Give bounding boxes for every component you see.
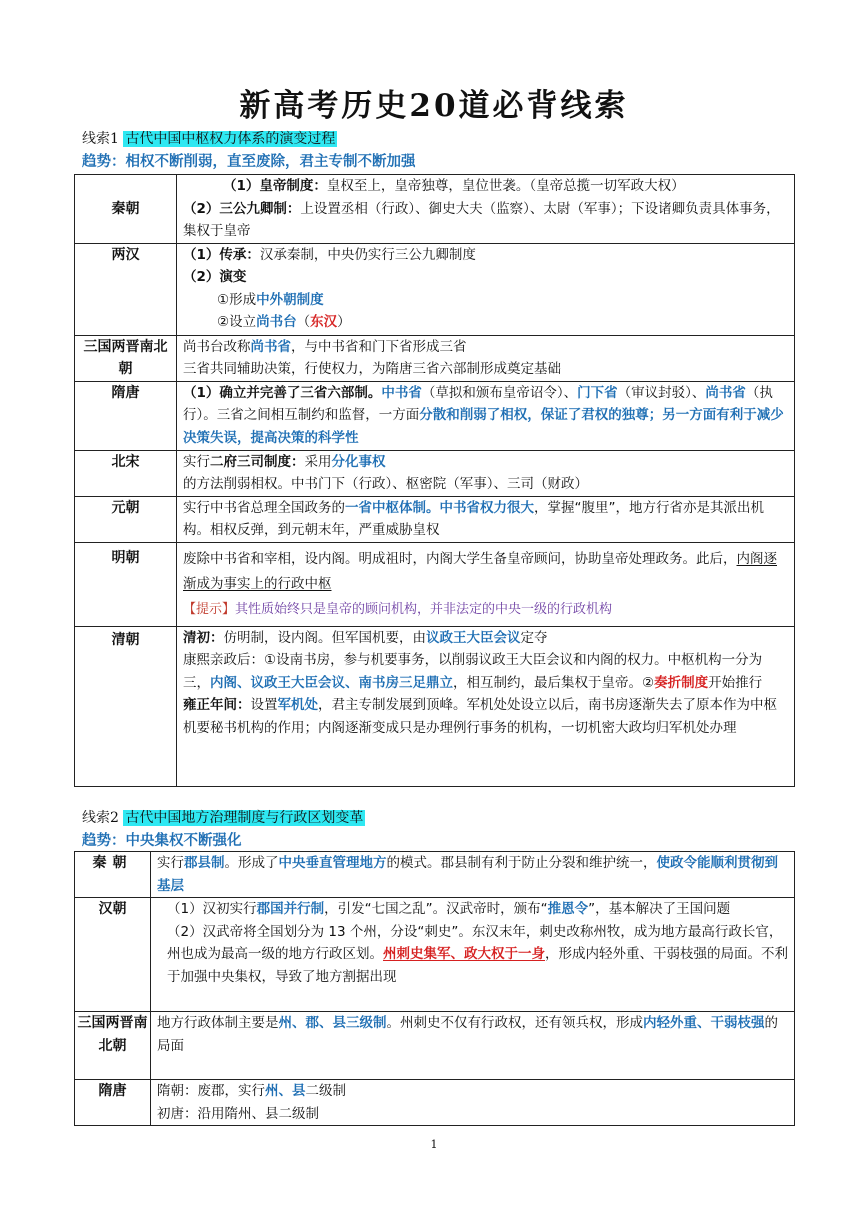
clue2-table <box>74 851 795 1126</box>
table-row <box>75 335 795 381</box>
clue2-name: 古代中国地方治理制度与行政区划变革 <box>125 810 364 826</box>
era-cell: 清朝 <box>75 626 177 786</box>
document-title: 新高考历史20道必背线索 <box>239 88 629 124</box>
era-cell: 明朝 <box>75 542 177 626</box>
content-cell: 清初：仿明制，设内阁。但军国机要，由议政王大臣会议定夺 康熙亲政后：①设南书房，参与机要事务，以削弱议政王大臣会议和内阁的权力。中枢机构一分为三，内阁、议政王大臣会议、南书房三足鼎立，相互制约，最后集权于皇帝。②奏折制度开始推行 雍正年间：设置军机处，君主专制发展到顶峰。军机处处设立以后，南书房逐渐失去了原本作为中枢机要秘书机构的作用；内阁逐渐变成只是办理例行事务的机构，一切机密大政均归军机处办理 <box>177 626 795 786</box>
era-cell: 汉朝 <box>75 898 151 1012</box>
content-cell: 尚书台改称尚书省，与中书省和门下省形成三省 三省共同辅助决策，行使权力，为隋唐三省六部制形成奠定基础 <box>177 335 795 381</box>
page-number: 1 <box>430 1138 438 1151</box>
content-cell: 实行郡县制。形成了中央垂直管理地方的模式。郡县制有利于防止分裂和维护统一，使政令能顺利贯彻到基层 <box>151 852 795 898</box>
table-row <box>75 852 795 898</box>
table-row <box>75 381 795 450</box>
era-cell: 秦朝 <box>75 175 177 244</box>
era-cell: 三国两晋南北朝 <box>75 1012 151 1080</box>
table-row <box>75 898 795 1012</box>
content-cell: 废除中书省和宰相，设内阁。明成祖时，内阁大学生备皇帝顾问，协助皇帝处理政务。此后，内阁逐渐成为事实上的行政中枢 【提示】其性质始终只是皇帝的顾问机构，并非法定的中央一级的行政机构 <box>177 542 795 626</box>
clue1-trend: 趋势：相权不断削弱，直至废除，君主专制不断加强 <box>82 154 416 170</box>
era-cell: 秦朝 <box>75 852 151 898</box>
table-row <box>75 496 795 542</box>
content-cell: 地方行政体制主要是州、郡、县三级制。州刺史不仅有行政权，还有领兵权，形成内轻外重、干弱枝强的局面 <box>151 1012 795 1080</box>
table-row <box>75 175 795 244</box>
era-cell: 元朝 <box>75 496 177 542</box>
table-row <box>75 1080 795 1126</box>
hint-note: 【提示】其性质始终只是皇帝的顾问机构，并非法定的中央一级的行政机构 <box>183 601 613 617</box>
era-cell: 三国两晋南北朝 <box>75 335 177 381</box>
era-cell: 北宋 <box>75 450 177 496</box>
table-row <box>75 626 795 786</box>
content-cell: （1）确立并完善了三省六部制。中书省（草拟和颁布皇帝诏令）、门下省（审议封驳）、尚书省（执行）。三省之间相互制约和监督，一方面分散和削弱了相权，保证了君权的独尊；另一方面有利于减少决策失误，提高决策的科学性 <box>177 381 795 450</box>
content-cell: 实行二府三司制度：采用分化事权的方法削弱相权。中书门下（行政）、枢密院（军事）、三司（财政） <box>177 450 795 496</box>
clue1-heading <box>82 129 337 149</box>
clue1-name: 古代中国中枢权力体系的演变过程 <box>125 131 336 147</box>
content-cell: 实行中书省总理全国政务的一省中枢体制。中书省权力很大，掌握“腹里”，地方行省亦是其派出机构。相权反弹，到元朝末年，严重威胁皇权 <box>177 496 795 542</box>
era-cell: 隋唐 <box>75 381 177 450</box>
table-row <box>75 1012 795 1080</box>
content-cell: （1）传承：汉承秦制，中央仍实行三公九卿制度 （2）演变 ①形成中外朝制度 ②设立尚书台（东汉） <box>177 243 795 335</box>
clue2-trend: 趋势：中央集权不断强化 <box>82 833 242 849</box>
era-cell: 隋唐 <box>75 1080 151 1126</box>
table-row <box>75 542 795 626</box>
clue1-table <box>74 174 795 787</box>
content-cell: （1）汉初实行郡国并行制，引发“七国之乱”。汉武帝时，颁布“推恩令”，基本解决了王国问题 （2）汉武帝将全国划分为 13 个州，分设“刺史”。东汉末年，刺史改称州牧，成为地方最高行政长官，州也成为最高一级的地方行政区划。州刺史集军、政大权于一身，形成内轻外重、干弱枝强的局面。不利于加强中央集权，导致了地方割据出现 <box>151 898 795 1012</box>
table-row <box>75 243 795 335</box>
content-cell: （1）皇帝制度：皇权至上，皇帝独尊，皇位世袭。（皇帝总揽一切军政大权） （2）三公九卿制：上设置丞相（行政）、御史大夫（监察）、太尉（军事）；下设诸卿负责具体事务，集权于皇帝 <box>177 175 795 244</box>
era-cell: 两汉 <box>75 243 177 335</box>
clue2-heading <box>82 808 365 828</box>
clue2-prefix: 线索2 <box>82 810 119 826</box>
content-cell: 隋朝：废郡，实行州、县二级制 初唐：沿用隋州、县二级制 <box>151 1080 795 1126</box>
table-row <box>75 450 795 496</box>
clue1-prefix: 线索1 <box>82 131 119 147</box>
